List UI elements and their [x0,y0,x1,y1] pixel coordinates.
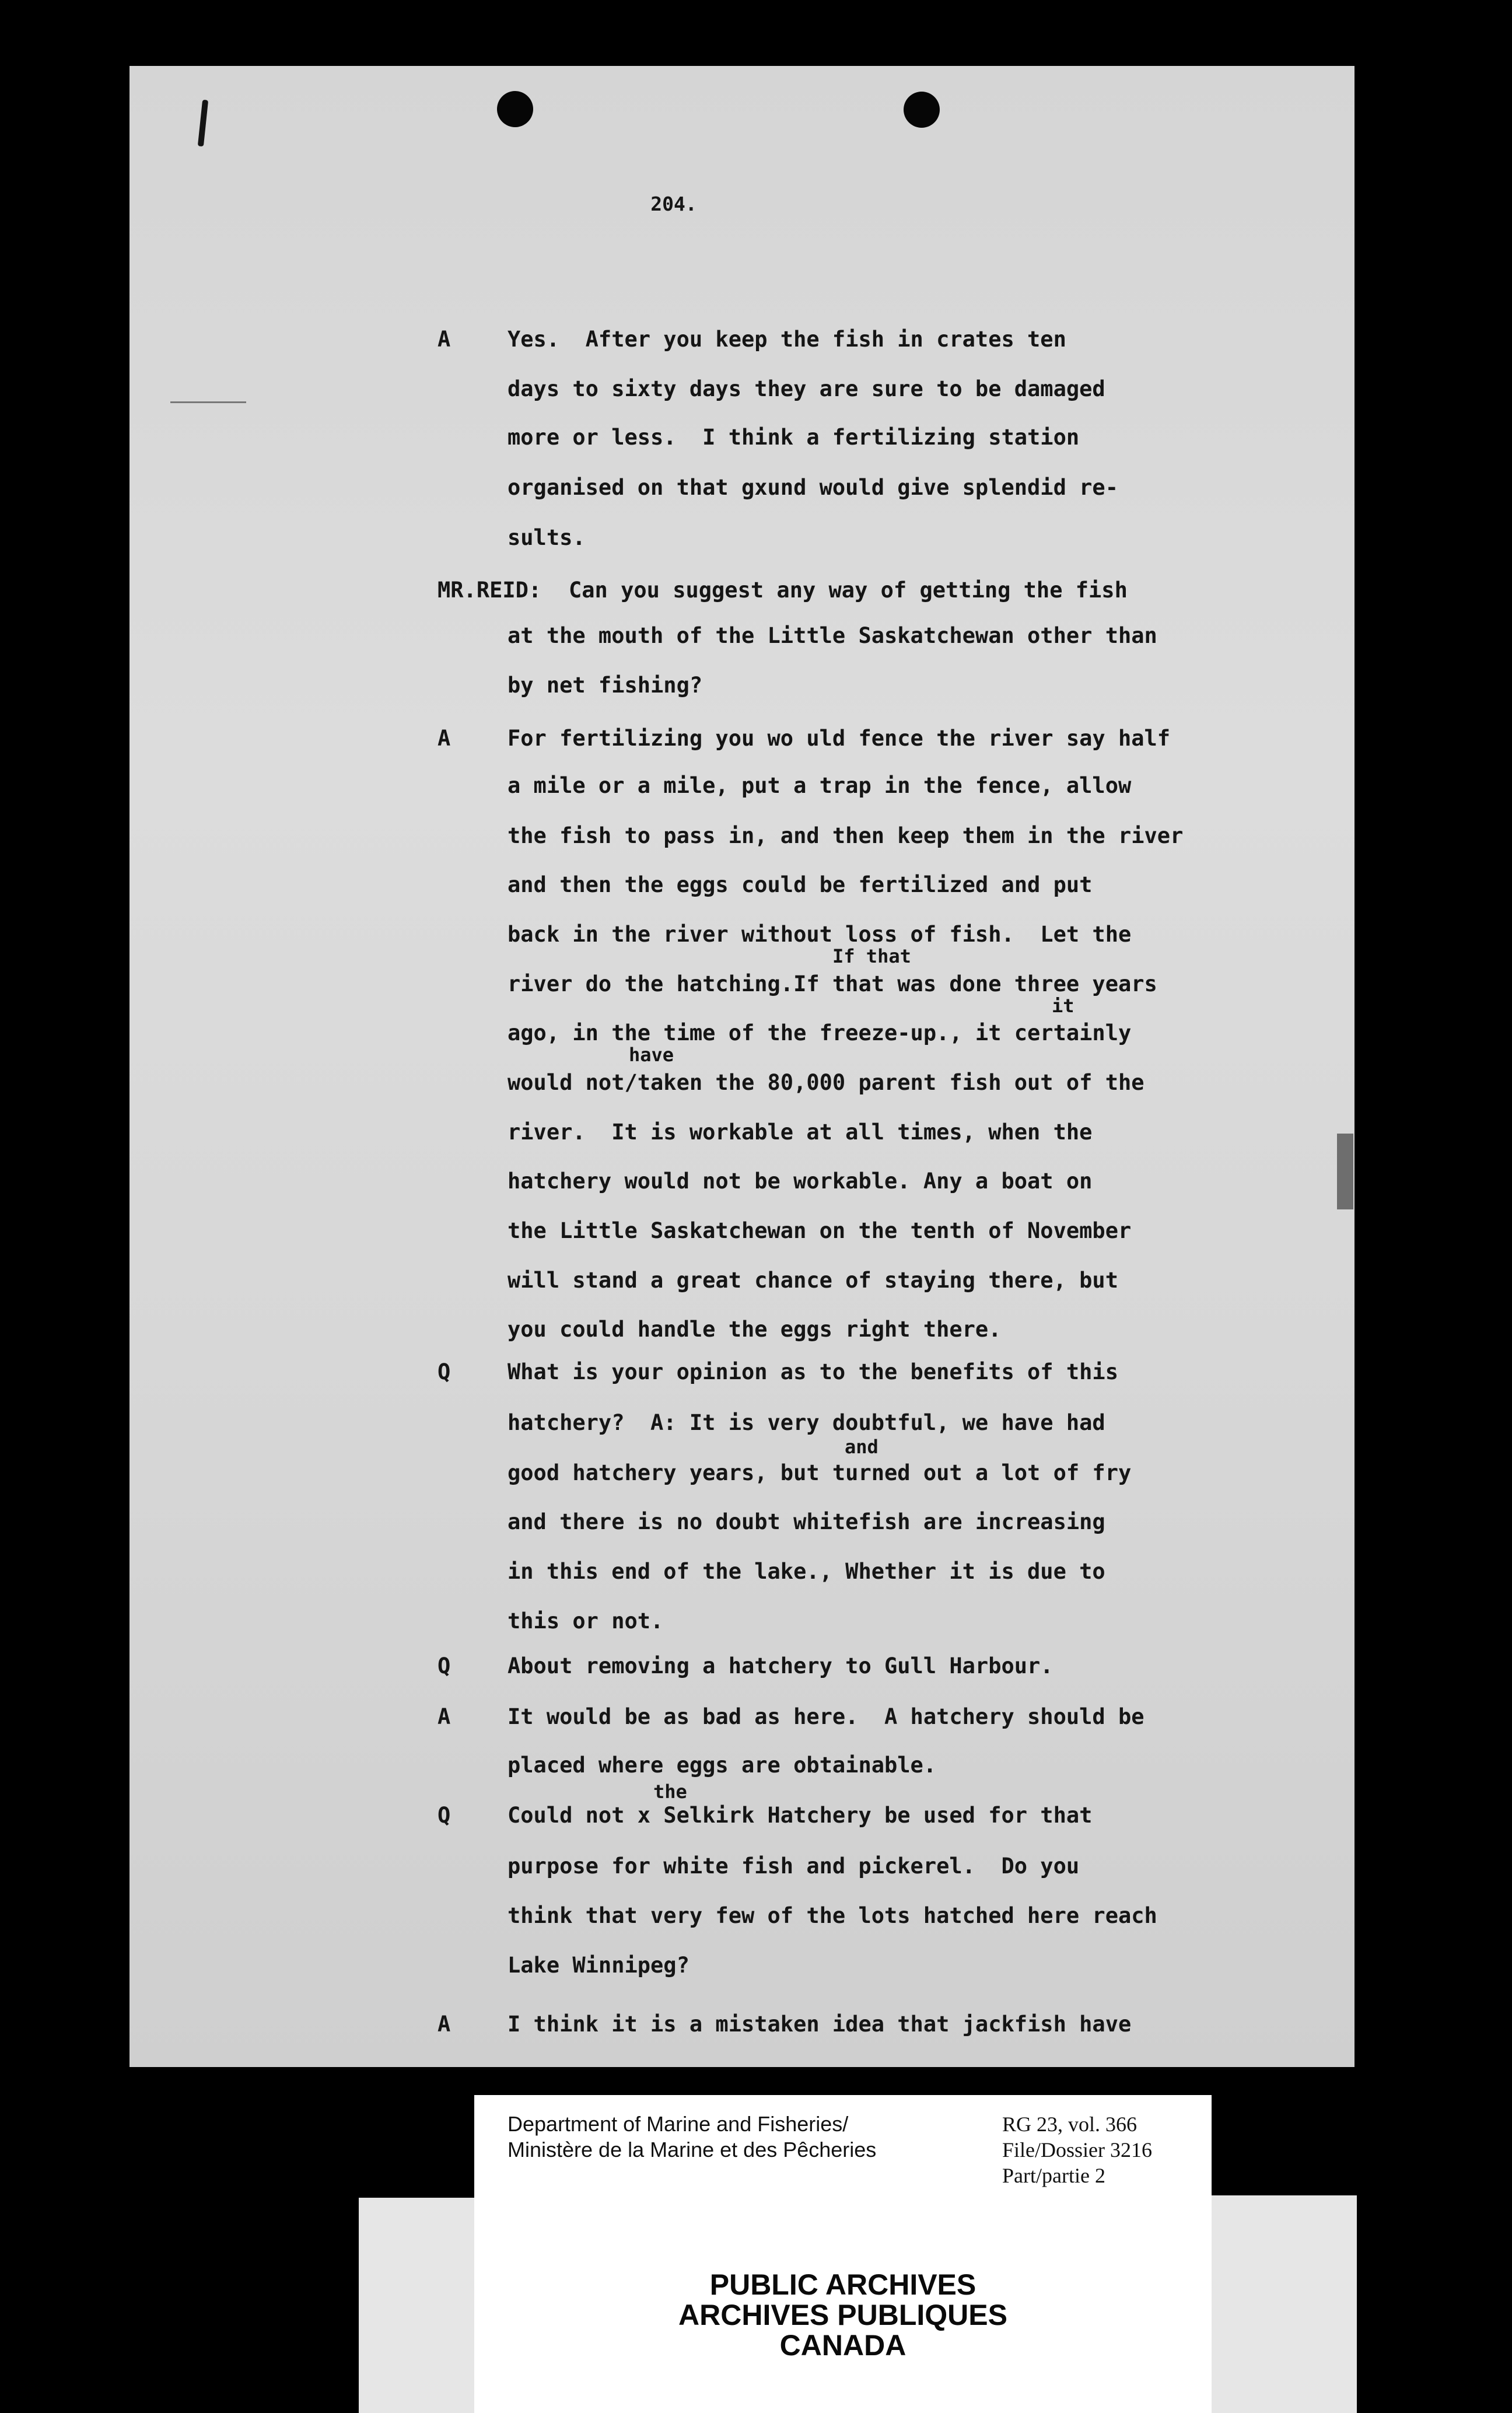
text-line: hatchery? A: It is very doubtful, we have had [508,1410,1105,1435]
archive-label [474,2095,1212,2413]
record-group: RG 23, vol. 366 [1002,2113,1138,2136]
speaker-label: A [438,726,451,751]
text-line: hatchery would not be workable. Any a boat on [508,1169,1093,1194]
interlinear-insertion: have [629,1044,674,1066]
speaker-label: Q [438,1803,451,1828]
text-line: purpose for white fish and pickerel. Do you [508,1854,1080,1879]
speaker-label: MR.REID: [438,578,542,603]
text-line: I think it is a mistaken idea that jackfish have [508,2012,1132,2037]
department-french: Ministère de la Marine et des Pêcheries [508,2138,877,2162]
text-line: placed where eggs are obtainable. [508,1753,937,1778]
department-english: Department of Marine and Fisheries/ [508,2112,849,2136]
file-dossier: File/Dossier 3216 [1002,2138,1152,2162]
text-line: About removing a hatchery to Gull Harbour. [508,1653,1054,1678]
text-line: back in the river without loss of fish. Let the [508,922,1132,947]
text-line: by net fishing? [508,673,703,698]
text-line: would not/taken the 80,000 parent fish out of the [508,1070,1144,1095]
text-line: the fish to pass in, and then keep them in the river [508,823,1184,848]
part-partie: Part/partie 2 [1002,2164,1105,2187]
text-line: organised on that gxund would give splendid re- [508,475,1118,500]
text-line: think that very few of the lots hatched here reach [508,1903,1157,1928]
label-backing [359,2198,477,2413]
text-line: will stand a great chance of staying there, but [508,1268,1118,1293]
text-line: Could not x Selkirk Hatchery be used for that [508,1803,1093,1828]
stamp-line: CANADA [779,2329,907,2362]
text-line: What is your opinion as to the benefits of this [508,1359,1118,1384]
text-line: ago, in the time of the freeze-up., it certainly [508,1020,1132,1045]
interlinear-insertion: and [845,1436,878,1458]
interlinear-insertion: the [653,1781,687,1803]
text-line: at the mouth of the Little Saskatchewan other than [508,623,1157,648]
text-line: and there is no doubt whitefish are increasing [508,1509,1105,1534]
text-line: the Little Saskatchewan on the tenth of November [508,1218,1132,1243]
stamp-line: PUBLIC ARCHIVES [709,2268,977,2301]
text-line: and then the eggs could be fertilized and put [508,872,1093,897]
text-line: Yes. After you keep the fish in crates ten [508,327,1066,352]
label-backing [1208,2195,1357,2413]
speaker-label: A [438,1704,451,1729]
text-line: more or less. I think a fertilizing station [508,425,1080,450]
speaker-label: Q [438,1653,451,1678]
text-line: Can you suggest any way of getting the fish [569,578,1128,603]
text-line: river. It is workable at all times, when the [508,1120,1093,1145]
speaker-label: A [438,2012,451,2037]
interlinear-insertion: If that [832,945,911,967]
text-line: river do the hatching.If that was done three years [508,971,1157,996]
stamp-line: ARCHIVES PUBLIQUES [678,2299,1007,2331]
text-line: It would be as bad as here. A hatchery should be [508,1704,1144,1729]
speaker-label: Q [438,1359,451,1384]
speaker-label: A [438,327,451,352]
archives-stamp [474,2269,1212,2360]
text-line: you could handle the eggs right there. [508,1317,1002,1342]
text-line: good hatchery years, but turned out a lot of fry [508,1460,1132,1485]
text-line: For fertilizing you wo uld fence the river say half [508,726,1171,751]
text-line: sults. [508,525,586,550]
text-line: a mile or a mile, put a trap in the fence, allow [508,773,1132,798]
page-number: 204. [650,193,697,215]
text-line: in this end of the lake., Whether it is due to [508,1559,1105,1584]
text-line: Lake Winnipeg? [508,1953,690,1978]
text-line: days to sixty days they are sure to be damaged [508,376,1105,401]
interlinear-insertion: it [1052,995,1074,1017]
text-line: this or not. [508,1608,664,1634]
department-block [508,2111,876,2163]
reference-block [1002,2111,1152,2188]
